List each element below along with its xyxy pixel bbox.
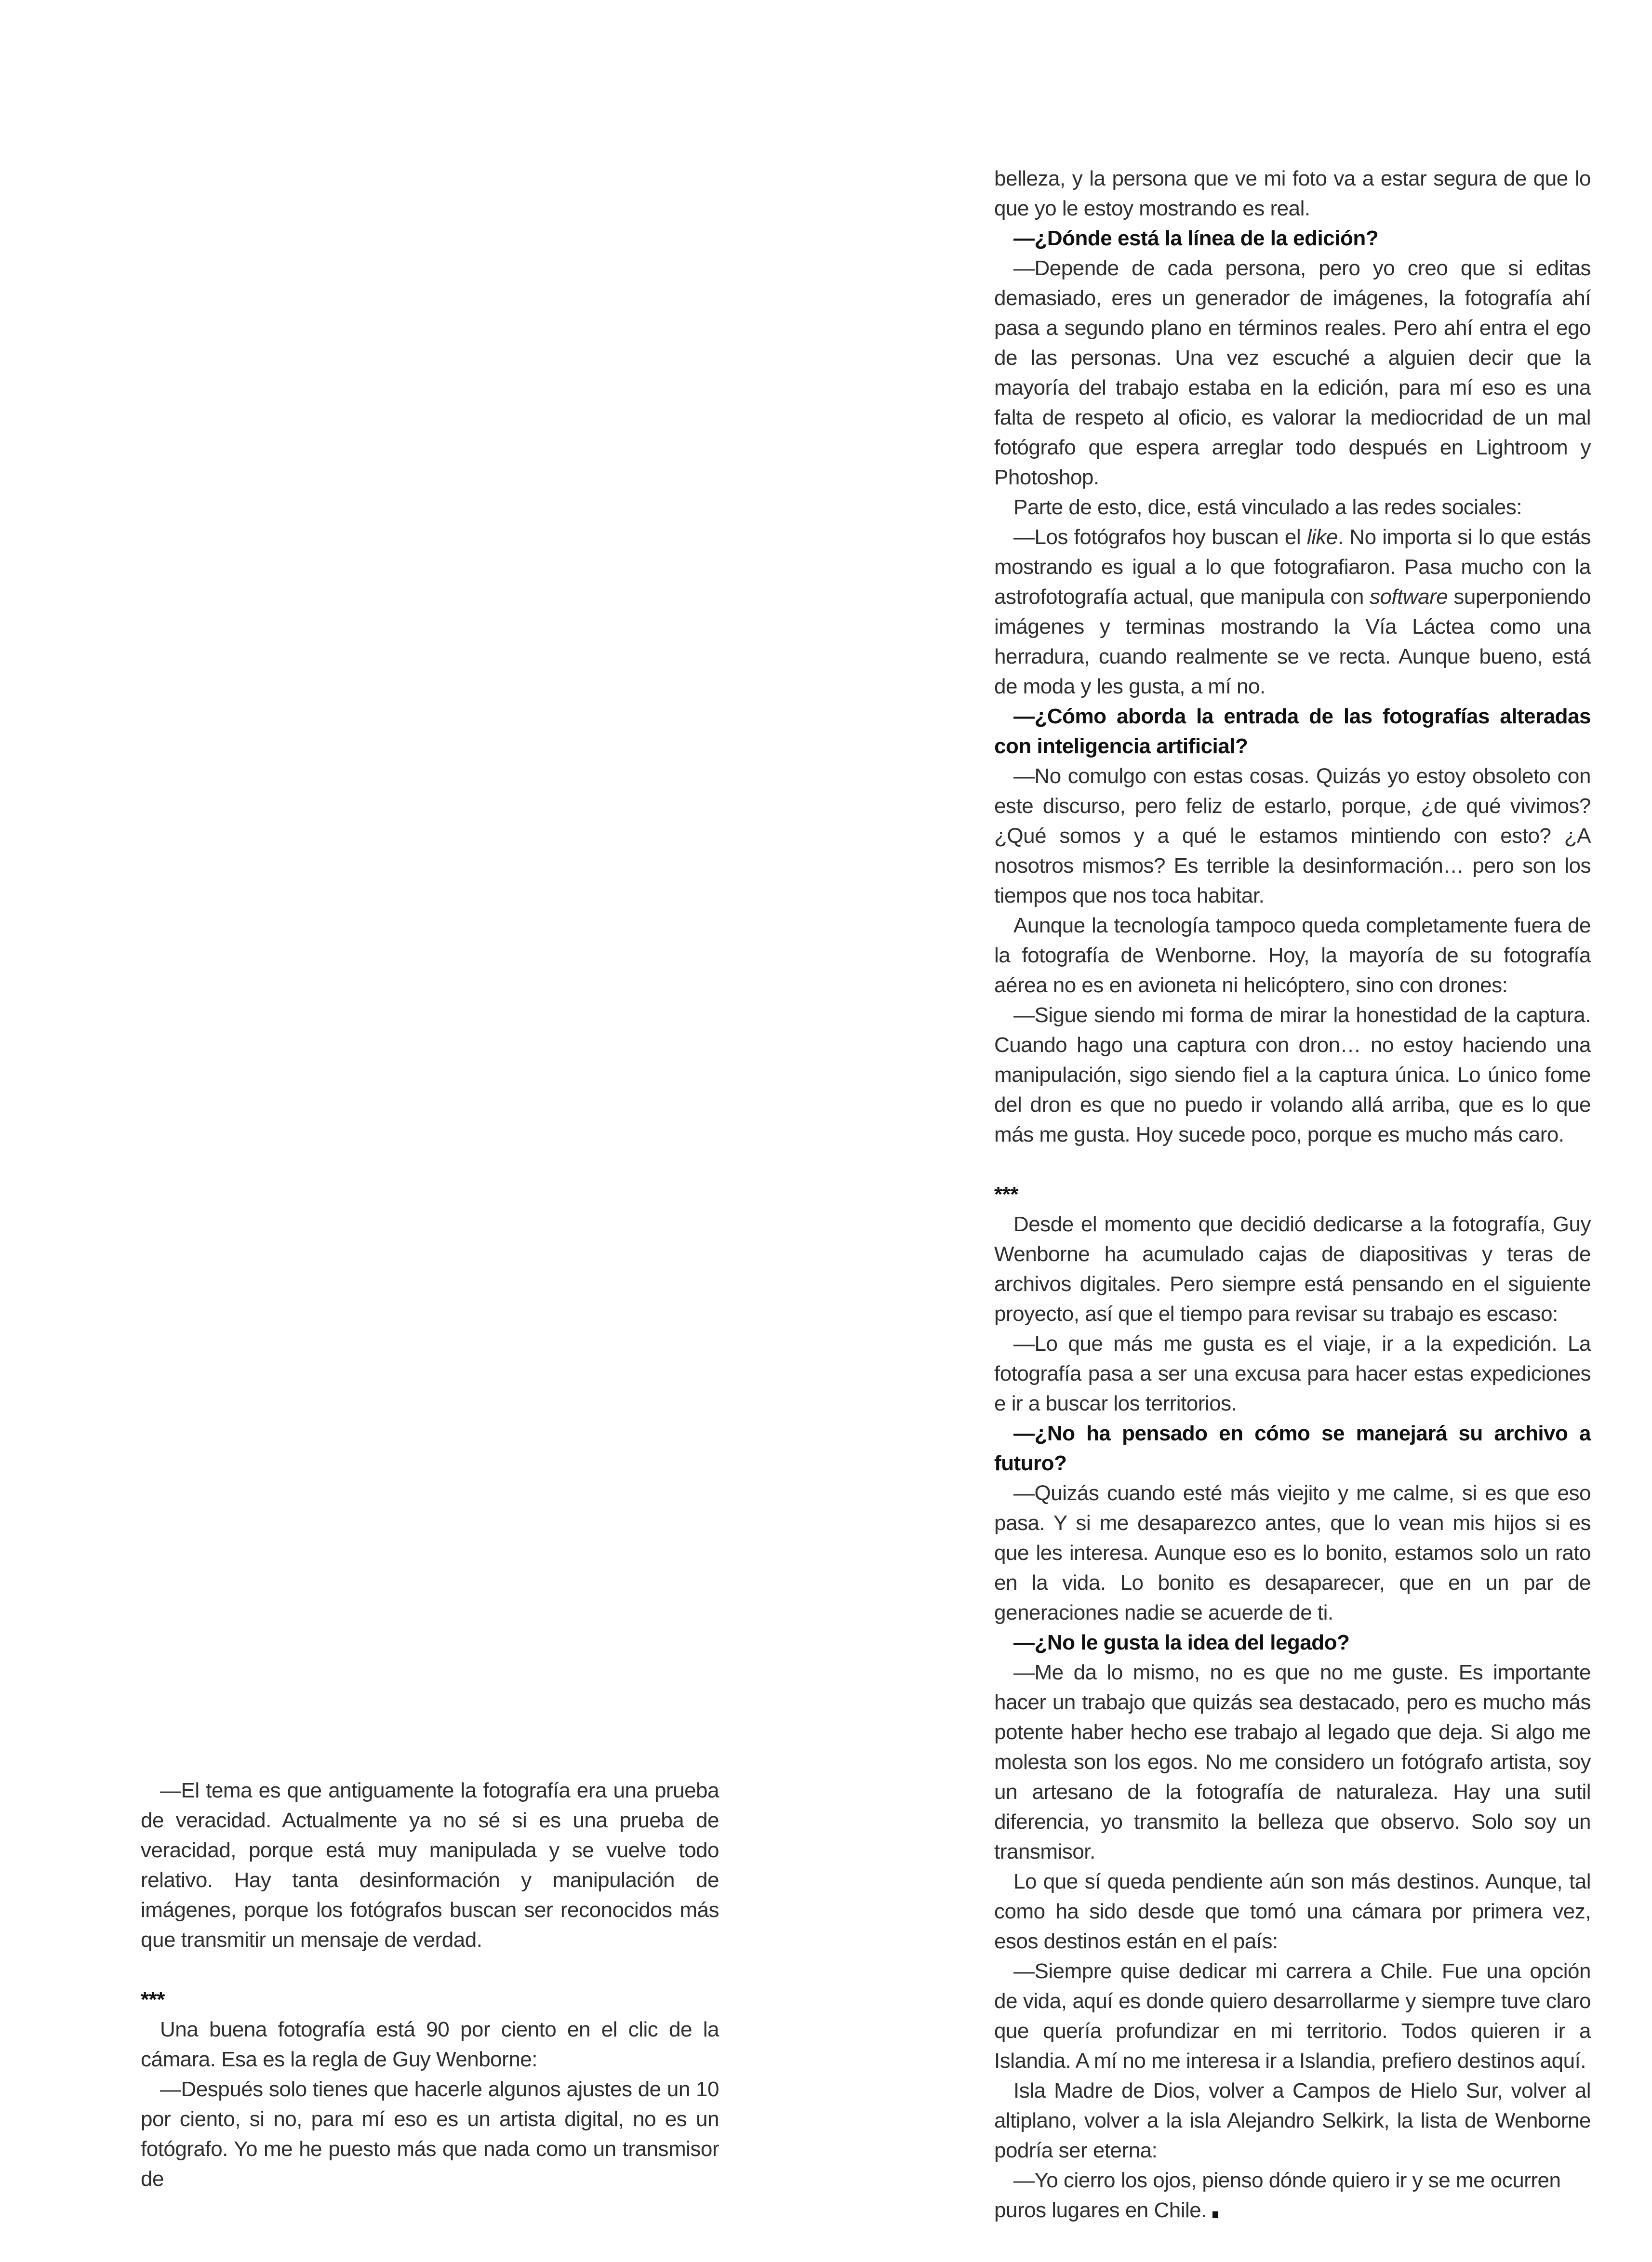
text-run: . No importa si lo que estás mostrando es igual a lo que fotografiaron. Pasa mucho con la astrofotografía actual, que manipula con [994, 525, 1591, 609]
paragraph [994, 522, 1591, 702]
paragraph: —No comulgo con estas cosas. Quizás yo estoy obsoleto con este discurso, pero feliz de estarlo, porque, ¿de qué vivimos? ¿Qué somos y a qué le estamos mintiendo con esto? ¿A nosotros mismos? Es terrible la desinformación… pero son los tiempos que nos toca habitar. [994, 764, 1591, 907]
paragraph: Isla Madre de Dios, volver a Campos de Hielo Sur, volver al altiplano, volver a la isla Alejandro Selkirk, la lista de Wenborne podría ser eterna: [994, 2079, 1591, 2162]
paragraph: —Sigue siendo mi forma de mirar la honestidad de la captura. Cuando hago una captura con dron… no estoy haciendo una manipulación, sigo siendo fiel a la captura única. Lo único fome del dron es que no puedo ir volando allá arriba, que es lo que más me gusta. Hoy sucede poco, porque es mucho más caro. [994, 1003, 1591, 1146]
paragraph: —Quizás cuando esté más viejito y me calme, si es que eso pasa. Y si me desaparezco antes, que lo vean mis hijos si es que les interesa. Aunque eso es lo bonito, estamos solo un rato en la vida. Lo bonito es desaparecer, que en un par de generaciones nadie se acuerde de ti. [994, 1481, 1591, 1624]
text-run: —Yo cierro los ojos, pienso dónde quiero ir y se me ocurren puros lugares en Chile. [994, 2169, 1561, 2222]
paragraph: —Después solo tienes que hacerle algunos ajustes de un 10 por ciento, si no, para mí eso es un artista digital, no es un fotógrafo. Yo me he puesto más que nada como un transmisor de [141, 2077, 719, 2191]
paragraph: belleza, y la persona que ve mi foto va a estar segura de que lo que yo le estoy mostrando es real. [994, 167, 1591, 220]
paragraph: —Lo que más me gusta es el viaje, ir a la expedición. La fotografía pasa a ser una excusa para hacer estas expediciones e ir a buscar los territorios. [994, 1332, 1591, 1415]
end-of-article-mark [1212, 2211, 1218, 2218]
interview-question: —¿No le gusta la idea del legado? [1013, 1631, 1350, 1654]
interview-question: —¿Dónde está la línea de la edición? [1013, 226, 1379, 250]
paragraph: —El tema es que antiguamente la fotografía era una prueba de veracidad. Actualmente ya no sé si es una prueba de veracidad, porque está muy manipulada y se vuelve todo relativo. Hay tanta desinformación y manipulación de imágenes, porque los fotógrafos buscan ser reconocidos más que transmitir un mensaje de verdad. [141, 1779, 719, 1952]
interview-question: —¿Cómo aborda la entrada de las fotografías alteradas con inteligencia artificial? [994, 705, 1591, 758]
text-run: superponiendo imágenes y terminas mostrando la Vía Láctea como una herradura, cuando realmente se ve recta. Aunque bueno, está de moda y les gusta, a mí no. [994, 585, 1591, 698]
italic-term: like [1306, 525, 1338, 549]
paragraph: —Depende de cada persona, pero yo creo que si editas demasiado, eres un generador de imágenes, la fotografía ahí pasa a segundo plano en términos reales. Pero ahí entra el ego de las personas. Una vez escuché a alguien decir que la mayoría del trabajo estaba en la edición, para mí eso es una falta de respeto al oficio, es valorar la mediocridad de un mal fotógrafo que espera arreglar todo después en Lightroom y Photoshop. [994, 256, 1591, 489]
right-column [994, 164, 1591, 2225]
interview-question: —¿No ha pensado en cómo se manejará su archivo a futuro? [994, 1422, 1591, 1475]
paragraph: Aunque la tecnología tampoco queda completamente fuera de la fotografía de Wenborne. Hoy, la mayoría de su fotografía aérea no es en avioneta ni helicóptero, sino con drones: [994, 914, 1591, 997]
section-separator: *** [994, 1183, 1018, 1206]
paragraph: Lo que sí queda pendiente aún son más destinos. Aunque, tal como ha sido desde que tomó una cámara por primera vez, esos destinos están en el país: [994, 1870, 1591, 1953]
paragraph: Parte de esto, dice, está vinculado a las redes sociales: [1013, 495, 1522, 519]
section-separator: *** [141, 1988, 165, 2011]
paragraph: —Siempre quise dedicar mi carrera a Chile. Fue una opción de vida, aquí es donde quiero desarrollarme y siempre tuve claro que quería profundizar en mi territorio. Todos quieren ir a Islandia. A mí no me interesa ir a Islandia, prefiero destinos aquí. [994, 1959, 1591, 2073]
text-run: —Los fotógrafos hoy buscan el [1013, 525, 1307, 549]
paragraph: Desde el momento que decidió dedicarse a la fotografía, Guy Wenborne ha acumulado cajas de diapositivas y teras de archivos digitales. Pero siempre está pensando en el siguiente proyecto, así que el tiempo para revisar su trabajo es escaso: [994, 1212, 1591, 1326]
italic-term: software [1369, 585, 1448, 609]
closing-paragraph [994, 2166, 1591, 2225]
left-column [141, 1776, 719, 2194]
paragraph: Una buena fotografía está 90 por ciento en el clic de la cámara. Esa es la regla de Guy Wenborne: [141, 2018, 719, 2071]
paragraph: —Me da lo mismo, no es que no me guste. Es importante hacer un trabajo que quizás sea destacado, pero es mucho más potente haber hecho ese trabajo al legado que deja. Si algo me molesta son los egos. No me considero un fotógrafo artista, soy un artesano de la fotografía de naturaleza. Hay una sutil diferencia, yo transmito la belleza que observo. Solo soy un transmisor. [994, 1661, 1591, 1863]
